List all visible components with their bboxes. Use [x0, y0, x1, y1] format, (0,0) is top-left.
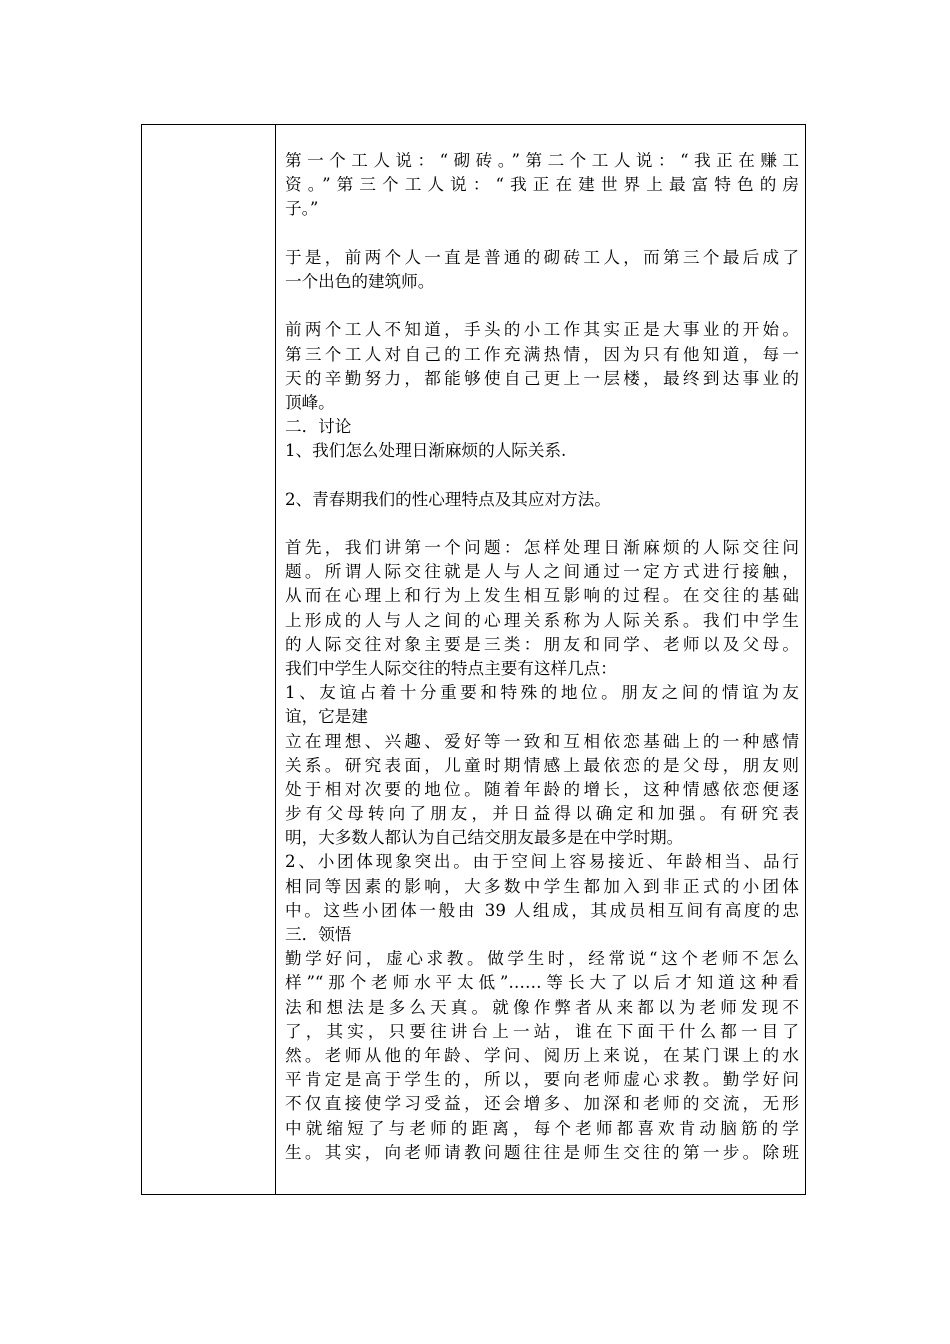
table-body-cell — [276, 125, 805, 1194]
text-line: 谊，它是建 — [285, 707, 368, 727]
text-line: 2、小团体现象突出。由于空间上容易接近、年龄相当、品行 — [285, 852, 799, 872]
text-line: 上形成的人与人之间的心理关系称为人际关系。我们中学生 — [285, 610, 799, 630]
text-line: 1、我们怎么处理日渐麻烦的人际关系. — [285, 441, 567, 461]
content-table — [141, 124, 806, 1195]
text-line: 样”“那个老师水平太低”……等长大了以后才知道这种看 — [285, 973, 799, 993]
text-line: 法和想法是多么天真。就像作弊者从来都以为老师发现不 — [285, 997, 799, 1017]
text-line: 中。这些小团体一般由 39 人组成，其成员相互间有高度的忠 — [285, 900, 799, 920]
text-line: 天的辛勤努力，都能够使自己更上一层楼，最终到达事业的 — [285, 368, 799, 388]
text-line: 第一个工人说：“砌砖。”第二个工人说：“我正在赚工 — [285, 151, 799, 170]
text-line: 1、友谊占着十分重要和特殊的地位。朋友之间的情谊为友 — [285, 683, 799, 703]
text-line: 顶峰。 — [285, 392, 335, 412]
text-line: 了，其实，只要往讲台上一站，谁在下面干什么都一目了 — [285, 1021, 799, 1041]
text-line: 于是，前两个人一直是普通的砌砖工人，而第三个最后成了 — [285, 247, 799, 267]
text-line: 前两个工人不知道，手头的小工作其实正是大事业的开始。 — [285, 320, 799, 340]
text-line: 关系。研究表面，儿童时期情感上最依恋的是父母，朋友则 — [285, 755, 799, 775]
table-left-cell — [142, 125, 276, 1194]
text-line: 三．领悟 — [285, 925, 352, 944]
text-line: 第三个工人对自己的工作充满热情，因为只有他知道，每一 — [285, 344, 799, 364]
text-line: 然。老师从他的年龄、学问、阅历上来说，在某门课上的水 — [285, 1045, 799, 1065]
text-line: 不仅直接使学习受益，还会增多、加深和老师的交流，无形 — [285, 1094, 799, 1114]
text-line: 首先，我们讲第一个问题：怎样处理日渐麻烦的人际交往问 — [285, 538, 799, 557]
text-line: 资。”第三个工人说：“我正在建世界上最富特色的房 — [285, 175, 799, 195]
text-line: 题。所谓人际交往就是人与人之间通过一定方式进行接触， — [285, 562, 799, 582]
text-line: 中就缩短了与老师的距离，每个老师都喜欢肯动脑筋的学 — [285, 1118, 799, 1138]
text-line: 生。其实，向老师请教问题往往是师生交往的第一步。除班 — [285, 1142, 799, 1162]
text-line: 的人际交往对象主要是三类：朋友和同学、老师以及父母。 — [285, 634, 799, 654]
text-line: 处于相对次要的地位。随着年龄的增长，这种情感依恋便逐 — [285, 779, 799, 799]
text-line: 一个出色的建筑师。 — [285, 271, 435, 291]
text-line: 2、青春期我们的性心理特点及其应对方法。 — [285, 489, 611, 509]
text-line: 我们中学生人际交往的特点主要有这样几点： — [285, 658, 617, 678]
text-line: 勤学好问，虚心求教。做学生时，经常说“这个老师不怎么 — [285, 949, 799, 969]
blank-line — [285, 463, 799, 487]
text-line: 明，大多数人都认为自己结交朋友最多是在中学时期。 — [285, 828, 684, 848]
blank-line — [285, 512, 799, 536]
text-line: 步有父母转向了朋友，并日益得以确定和加强。有研究表 — [285, 804, 799, 824]
blank-line — [285, 222, 799, 246]
text-line: 二．讨论 — [285, 417, 352, 437]
text-line: 从而在心理上和行为上发生相互影响的过程。在交往的基础 — [285, 586, 799, 606]
text-line: 平肯定是高于学生的，所以，要向老师虚心求教。勤学好问 — [285, 1070, 799, 1090]
blank-line — [285, 294, 799, 318]
text-line: 立在理想、兴趣、爱好等一致和互相依恋基础上的一种感情 — [285, 731, 799, 751]
text-line: 相同等因素的影响，大多数中学生都加入到非正式的小团体 — [285, 876, 799, 896]
text-line: 子。” — [285, 199, 319, 219]
